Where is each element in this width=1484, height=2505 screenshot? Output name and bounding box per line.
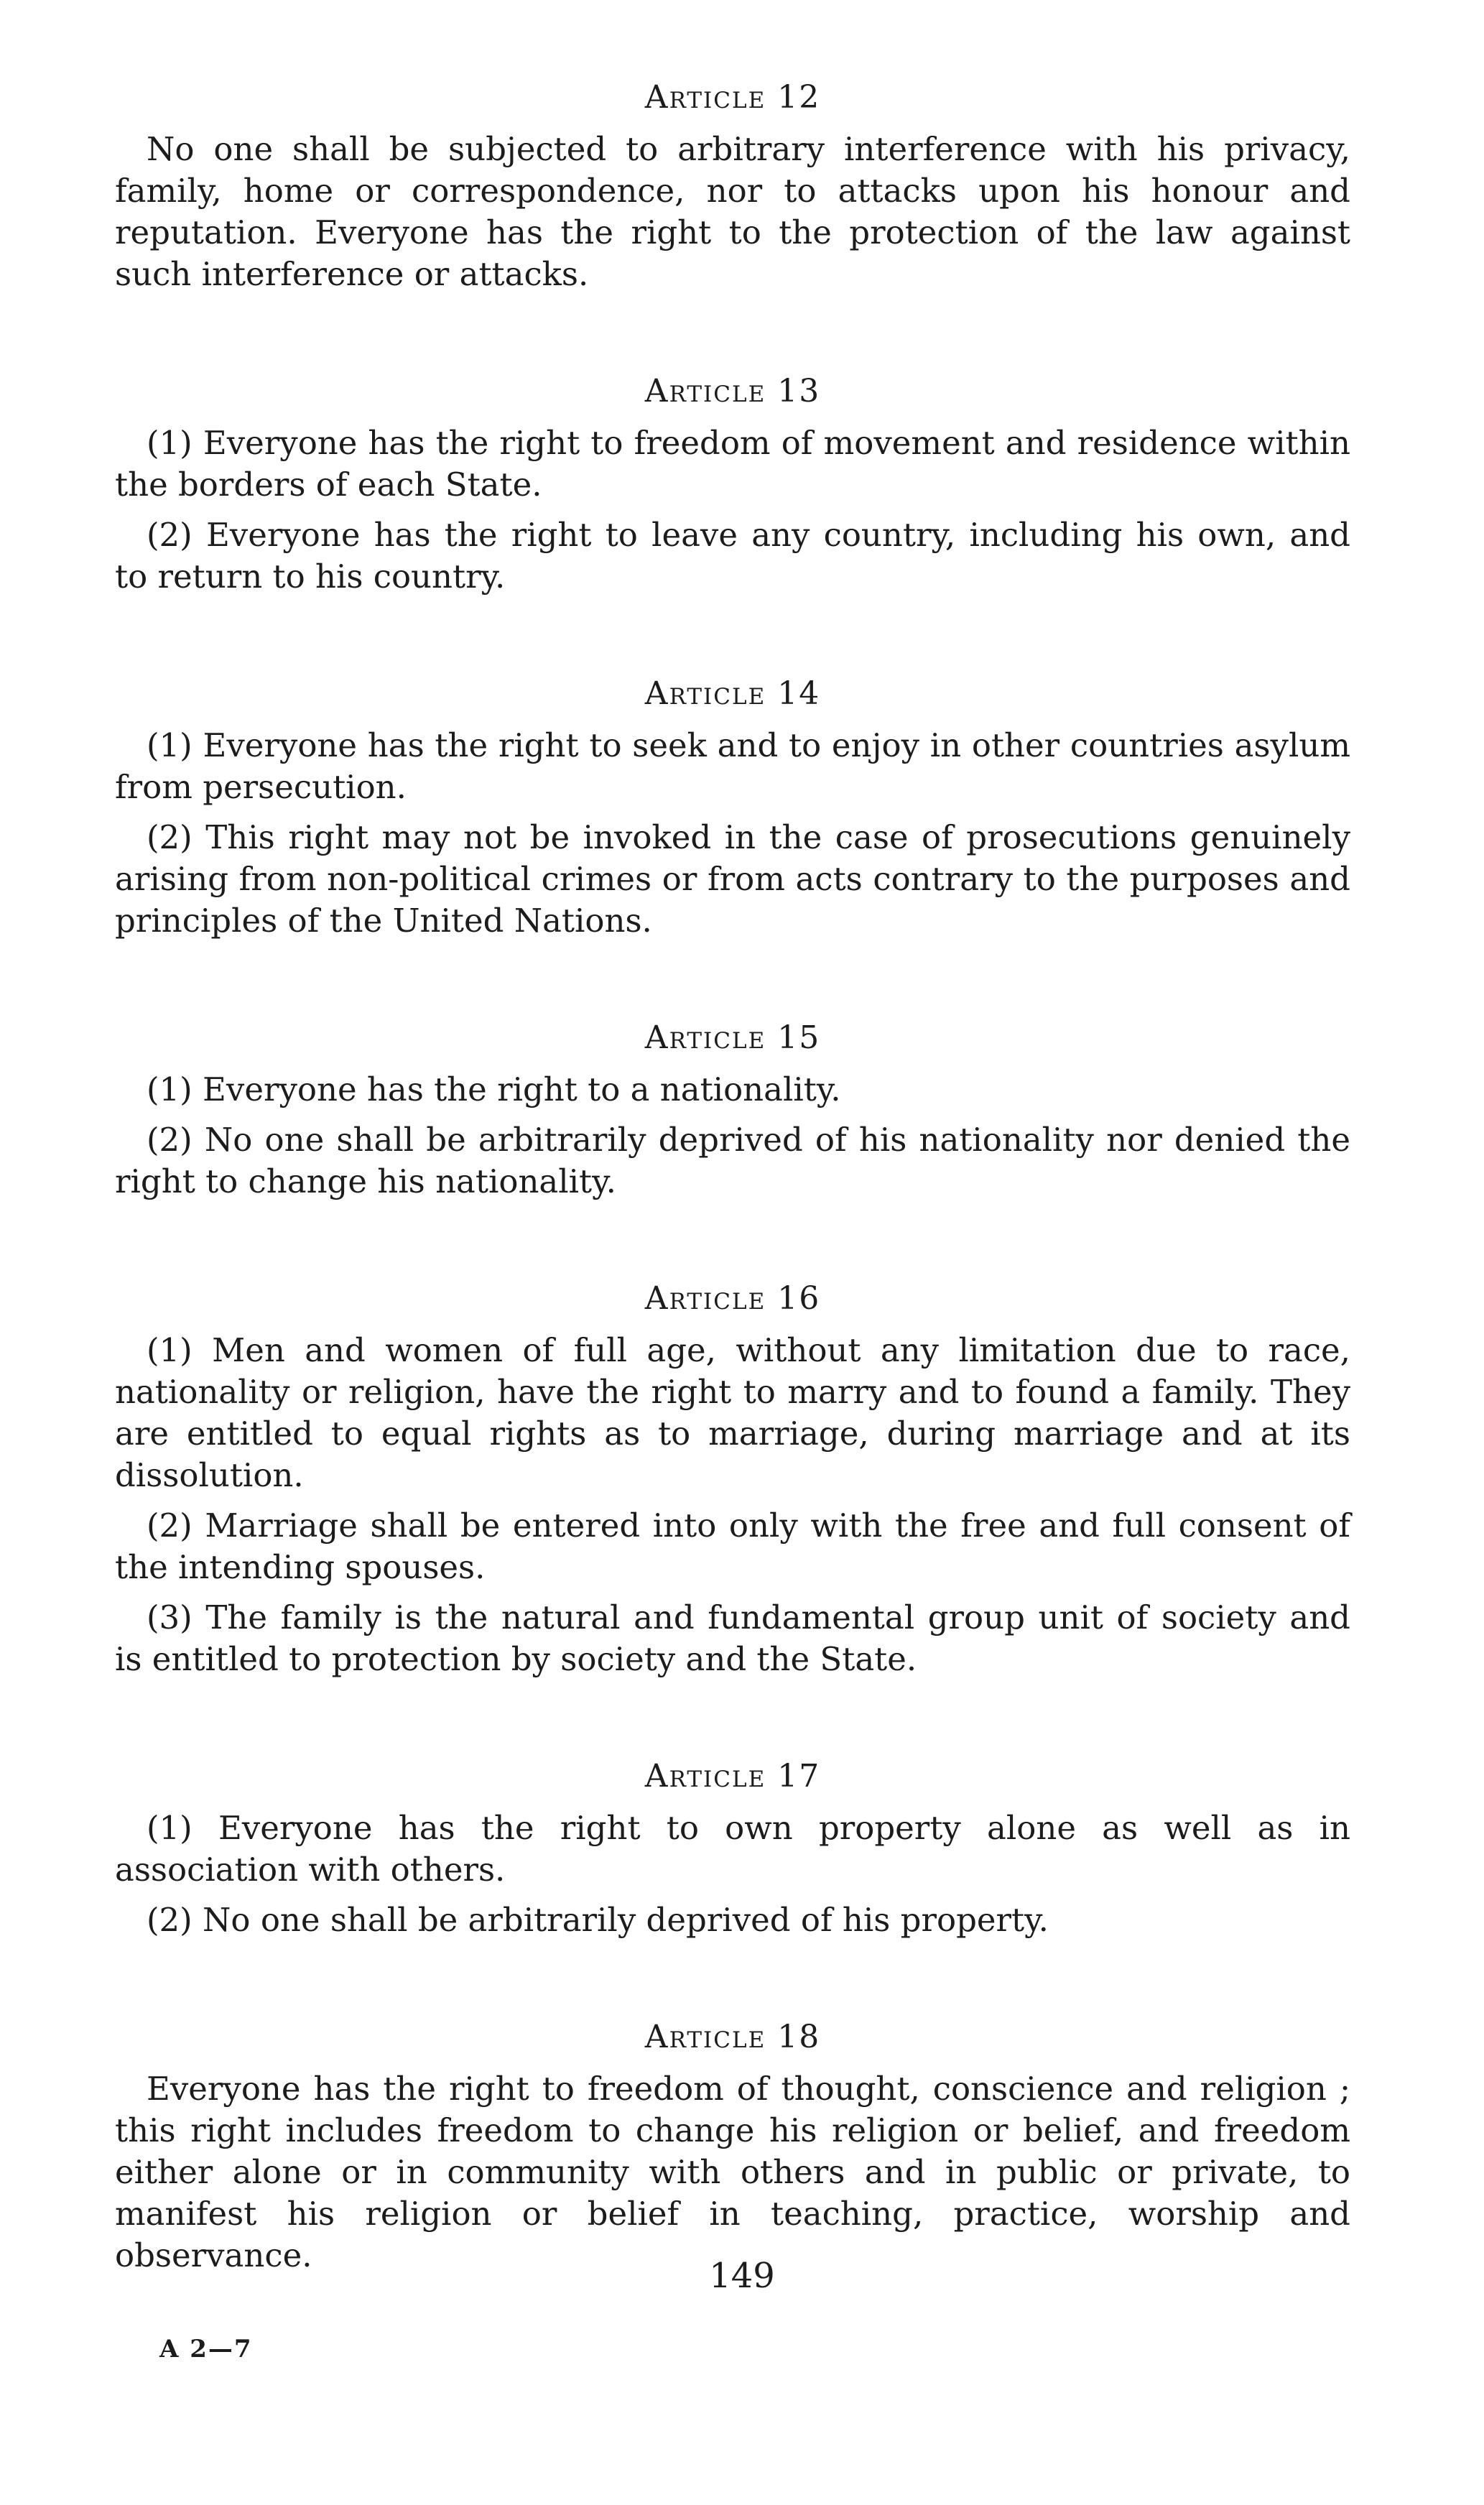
section-spacer [115,1689,1350,1758]
article-paragraph: (2) No one shall be arbitrarily deprived of his nationality nor denied the right to change his nationality. [115,1121,1350,1200]
article-heading: Article 17 [644,1758,821,1795]
article-paragraph: (2) No one shall be arbitrarily deprived of his property. [147,1901,1049,1939]
article-paragraph: (1) Everyone has the right to freedom of movement and residence within the borders of each State. [115,424,1350,504]
page-number: 149 [709,2256,775,2296]
printer-signature-mark: A 2—7 [159,2335,253,2363]
section-spacer [115,304,1350,373]
section-spacer [115,1211,1350,1280]
article-14 [115,675,1350,942]
article-heading: Article 18 [644,2019,821,2055]
article-12 [115,79,1350,295]
article-heading: Article 13 [644,373,821,409]
article-paragraph: Everyone has the right to freedom of thought, conscience and religion ; this right includes freedom to change his religion or belief, and freedom either alone or in community with others and in public or private, to manifest his religion or belief in teaching, practice, worship and observance. [115,2070,1350,2274]
document-page [115,79,1350,2285]
article-paragraph: (2) Marriage shall be entered into only with the free and full consent of the intending spouses. [115,1506,1350,1586]
section-spacer [115,606,1350,675]
article-heading: Article 16 [644,1280,821,1317]
article-heading: Article 15 [644,1019,821,1056]
article-16 [115,1280,1350,1680]
article-paragraph: (2) Everyone has the right to leave any country, including his own, and to return to his country. [115,516,1350,596]
article-paragraph: (1) Men and women of full age, without any limitation due to race, nationality or religion, have the right to marry and to found a family. They are entitled to equal rights as to marriage, during marriage and at its dissolution. [115,1331,1350,1494]
article-17 [115,1758,1350,1941]
article-paragraph: (1) Everyone has the right to a nationality. [147,1070,841,1108]
article-15 [115,1019,1350,1203]
article-paragraph: No one shall be subjected to arbitrary interference with his privacy, family, home or correspondence, nor to attacks upon his honour and reputation. Everyone has the right to the protection of the law against such interference or attacks. [115,130,1350,293]
article-paragraph: (1) Everyone has the right to seek and to enjoy in other countries asylum from persecution. [115,726,1350,806]
section-spacer [115,1950,1350,2019]
article-paragraph: (1) Everyone has the right to own property alone as well as in association with others. [115,1809,1350,1889]
section-spacer [115,950,1350,1019]
article-heading: Article 14 [644,675,821,712]
article-18 [115,2019,1350,2277]
article-paragraph: (2) This right may not be invoked in the case of prosecutions genuinely arising from non-political crimes or from acts contrary to the purposes and principles of the United Nations. [115,818,1350,940]
article-heading: Article 12 [644,79,821,116]
article-paragraph: (3) The family is the natural and fundamental group unit of society and is entitled to protection by society and the State. [115,1598,1350,1678]
article-13 [115,373,1350,598]
